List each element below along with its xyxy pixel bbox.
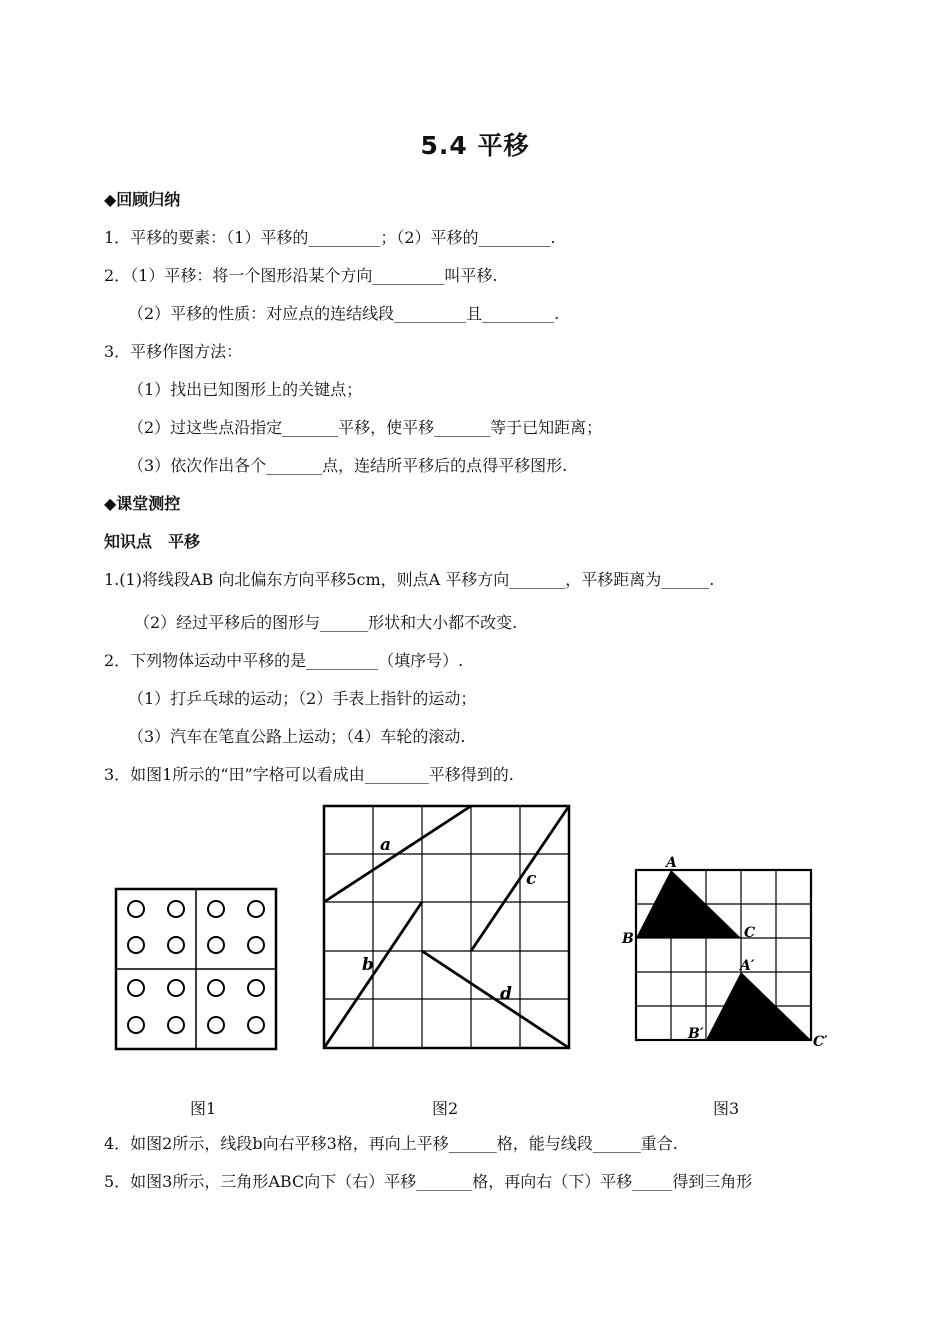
review-question-3c: （3）依次作出各个_______点，连结所平移后的点得平移图形.: [128, 456, 568, 475]
page-title: 5.4 平移: [420, 131, 530, 160]
label-c: c: [526, 869, 537, 889]
figure-3-triangle-grid: [618, 850, 838, 1050]
practice-question-3: 3．如图1所示的“田”字格可以看成由________平移得到的.: [104, 765, 514, 784]
practice-question-4: 4．如图2所示，线段b向右平移3格，再向上平移______格，能与线段______重合.: [104, 1134, 678, 1153]
label-A: A: [666, 855, 677, 871]
label-a: a: [380, 835, 392, 855]
knowledge-point-heading: 知识点 平移: [104, 532, 201, 551]
label-C: C: [744, 925, 756, 941]
practice-question-2a: （1）打乒乓球的运动；（2）手表上指针的运动；: [128, 689, 477, 708]
figure-1-caption: 图1: [190, 1099, 217, 1118]
practice-question-2b: （3）汽车在笔直公路上运动；（4）车轮的滚动.: [128, 727, 466, 746]
label-C-prime: C′: [813, 1034, 828, 1050]
figure-3-caption: 图3: [713, 1099, 740, 1118]
review-question-1: 1．平移的要素：（1）平移的_________；（2）平移的_________.: [104, 228, 556, 247]
figure-2-segment-grid: [318, 800, 576, 1056]
review-question-2b: （2）平移的性质：对应点的连结线段_________且_________.: [128, 304, 560, 323]
review-question-2a: 2．（1）平移：将一个图形沿某个方向_________叫平移.: [104, 266, 498, 285]
review-heading: ◆回顾归纳: [104, 190, 181, 209]
practice-question-1a: 1.(1)将线段AB 向北偏东方向平移5cm，则点A 平移方向_______，平移距离为______.: [104, 570, 715, 589]
practice-question-1b: （2）经过平移后的图形与______形状和大小都不改变.: [134, 613, 518, 632]
label-d: d: [500, 984, 512, 1004]
review-question-3: 3．平移作图方法：: [104, 342, 243, 361]
label-b: b: [362, 955, 374, 975]
label-B-prime: B′: [688, 1026, 704, 1042]
practice-question-2: 2．下列物体运动中平移的是_________（填序号）.: [104, 651, 464, 670]
practice-question-5: 5．如图3所示，三角形ABC向下（右）平移_______格，再向右（下）平移_____得到三角形: [104, 1172, 753, 1191]
figure-1-tian-grid: [112, 885, 280, 1053]
label-B: B: [622, 931, 634, 947]
review-question-3a: （1）找出已知图形上的关键点；: [128, 380, 363, 399]
class-heading: ◆课堂测控: [104, 494, 181, 513]
label-A-prime: A′: [740, 958, 755, 974]
review-question-3b: （2）过这些点沿指定_______平移，使平移_______等于已知距离；: [128, 418, 603, 437]
figure-2-caption: 图2: [432, 1099, 459, 1118]
